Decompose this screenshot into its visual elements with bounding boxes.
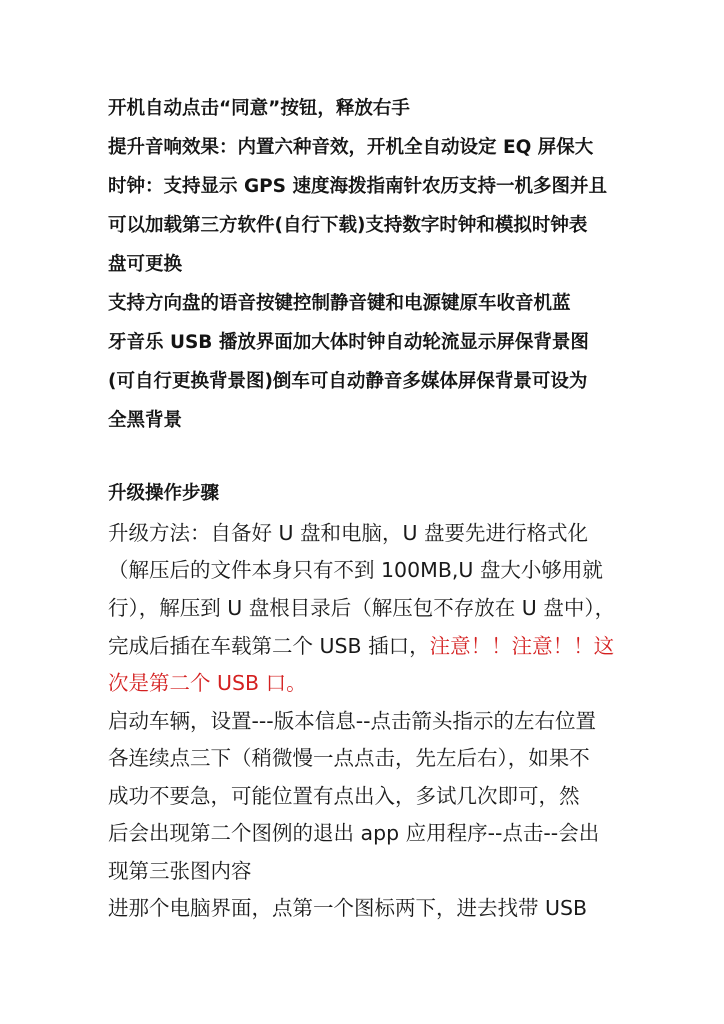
feature-line-1: 开机自动点击“同意”按钮，释放右手 bbox=[108, 98, 410, 119]
feature-line-9: 全黑背景 bbox=[108, 410, 183, 431]
step-line-4: 后会出现第二个图例的退出 app 应用程序--点击--会出 bbox=[108, 821, 600, 845]
method-line-1: 升级方法：自备好 U 盘和电脑，U 盘要先进行格式化 bbox=[108, 521, 589, 545]
method-line-2: （解压后的文件本身只有不到 100MB,U 盘大小够用就 bbox=[108, 558, 603, 582]
step-line-6: 进那个电脑界面，点第一个图标两下，进去找带 USB bbox=[108, 896, 588, 920]
feature-line-7: 牙音乐 USB 播放界面加大体时钟自动轮流显示屏保背景图 bbox=[108, 332, 589, 353]
step-line-5: 现第三张图内容 bbox=[108, 859, 252, 883]
feature-line-3: 时钟：支持显示 GPS 速度海拨指南针农历支持一机多图并且 bbox=[108, 176, 607, 197]
feature-line-2: 提升音响效果：内置六种音效，开机全自动设定 EQ 屏保大 bbox=[108, 137, 594, 158]
method-line-4-text: 完成后插在车载第二个 USB 插口， bbox=[108, 634, 430, 658]
method-line-4 bbox=[108, 629, 614, 659]
step-line-2: 各连续点三下（稍微慢一点点击，先左后右），如果不 bbox=[108, 746, 590, 770]
step-line-3: 成功不要急，可能位置有点出入，多试几次即可，然 bbox=[108, 784, 580, 808]
warning-text-2: 次是第二个 USB 口。 bbox=[108, 671, 307, 695]
feature-line-4: 可以加载第三方软件(自行下载)支持数字时钟和模拟时钟表 bbox=[108, 215, 588, 236]
method-line-3: 行），解压到 U 盘根目录后（解压包不存放在 U 盘中）， bbox=[108, 596, 616, 620]
feature-line-6: 支持方向盘的语音按键控制静音键和电源键原车收音机蓝 bbox=[108, 293, 571, 314]
upgrade-heading: 升级操作步骤 bbox=[108, 483, 220, 504]
warning-text-1: 注意！！注意！！这 bbox=[429, 634, 615, 658]
feature-line-8: (可自行更换背景图)倒车可自动静音多媒体屏保背景可设为 bbox=[108, 371, 588, 392]
feature-line-5: 盘可更换 bbox=[108, 254, 183, 275]
step-line-1: 启动车辆，设置---版本信息--点击箭头指示的左右位置 bbox=[108, 709, 596, 733]
